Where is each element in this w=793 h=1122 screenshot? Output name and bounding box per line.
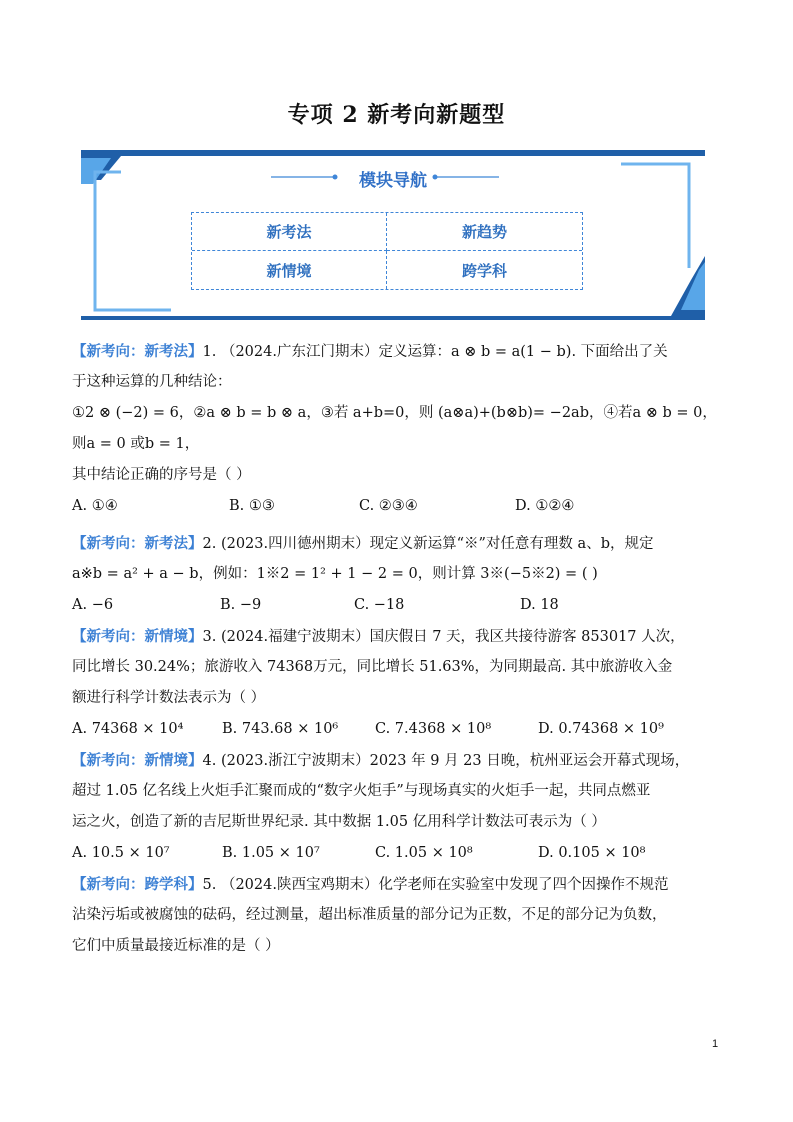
q3-text1: 3. (2024.福建宁波期末）国庆假日 7 天，我区共接待游客 853017 人次， bbox=[202, 629, 685, 645]
q2-line1 bbox=[72, 528, 724, 559]
q3-tag: 【新考向：新情境】 bbox=[72, 628, 203, 645]
q1-option-a[interactable]: A. ①④ bbox=[72, 498, 118, 514]
q4-line1 bbox=[72, 745, 724, 776]
q2-option-b[interactable]: B. −9 bbox=[220, 597, 262, 613]
q1-option-d[interactable]: D. ①②④ bbox=[515, 498, 575, 514]
q1-options bbox=[72, 491, 724, 522]
nav-cell-cross-discipline[interactable]: 跨学科 bbox=[461, 261, 507, 280]
q4-tag: 【新考向：新情境】 bbox=[72, 752, 203, 769]
nav-cell-new-method[interactable]: 新考法 bbox=[192, 213, 387, 251]
q1-line1 bbox=[72, 336, 724, 367]
q1-option-b[interactable]: B. ①③ bbox=[229, 498, 275, 514]
q5-text1: 5. （2024.陕西宝鸡期末）化学老师在实验室中发现了四个因操作不规范 bbox=[202, 877, 669, 893]
q2-tag: 【新考向：新考法】 bbox=[72, 535, 203, 552]
q5-line1 bbox=[72, 869, 724, 900]
nav-cell-new-trend[interactable]: 新趋势 bbox=[387, 213, 582, 251]
nav-heading: 模块导航 bbox=[359, 171, 427, 191]
questions bbox=[72, 336, 724, 962]
q4-line2: 超过 1.05 亿名线上火炬手汇聚而成的“数字火炬手”与现场真实的火炬手一起，共同点燃亚 bbox=[72, 783, 651, 799]
q4-option-c[interactable]: C. 1.05 × 10⁸ bbox=[375, 845, 473, 861]
q3-line3: 额进行科学计数法表示为（ ） bbox=[72, 690, 266, 706]
page-number: 1 bbox=[712, 1038, 719, 1050]
q4-text1: 4. (2023.浙江宁波期末）2023 年 9 月 23 日晚，杭州亚运会开幕式现场， bbox=[202, 753, 690, 769]
q2-option-d[interactable]: D. 18 bbox=[520, 597, 559, 613]
nav-table bbox=[191, 212, 583, 290]
q2-option-c[interactable]: C. −18 bbox=[354, 597, 405, 613]
q1-line2: 于这种运算的几种结论： bbox=[72, 374, 232, 390]
q3-option-c[interactable]: C. 7.4368 × 10⁸ bbox=[375, 721, 492, 737]
q3-line2: 同比增长 30.24%；旅游收入 74368万元，同比增长 51.63%，为同期最高. 其中旅游收入金 bbox=[72, 659, 673, 675]
nav-cell-new-context[interactable]: 新情境 bbox=[192, 251, 387, 289]
q2-line2: a※b = a² + a − b，例如：1※2 = 1² + 1 − 2 = 0，则计算 3※(−5※2) = ( ) bbox=[72, 566, 598, 582]
q1-line3: ①2 ⊗ (−2) = 6，②a ⊗ b = b ⊗ a，③若 a+b=0，则 (a⊗a)+(b⊗b)= −2ab，④若a ⊗ b = 0， bbox=[72, 405, 717, 421]
q2-text1: 2. (2023.四川德州期末）现定义新运算“※”对任意有理数 a、b，规定 bbox=[202, 536, 654, 552]
q4-line3: 运之火，创造了新的吉尼斯世界纪录. 其中数据 1.05 亿用科学计数法可表示为（ ） bbox=[72, 814, 606, 830]
q5-line2: 沾染污垢或被腐蚀的砝码，经过测量，超出标准质量的部分记为正数，不足的部分记为负数， bbox=[72, 907, 667, 923]
q3-options bbox=[72, 714, 724, 745]
q1-line5: 其中结论正确的序号是（ ） bbox=[72, 467, 251, 483]
q4-options bbox=[72, 838, 724, 869]
q3-option-a[interactable]: A. 74368 × 10⁴ bbox=[72, 721, 184, 737]
q1-option-c[interactable]: C. ②③④ bbox=[359, 498, 418, 514]
q3-option-b[interactable]: B. 743.68 × 10⁶ bbox=[222, 721, 339, 737]
q5-tag: 【新考向：跨学科】 bbox=[72, 876, 203, 893]
page-title: 专项 2 新考向新题型 bbox=[287, 102, 506, 128]
q2-options bbox=[72, 590, 724, 621]
q5-line3: 它们中质量最接近标准的是（ ） bbox=[72, 938, 280, 954]
q4-option-a[interactable]: A. 10.5 × 10⁷ bbox=[72, 845, 170, 861]
q1-line4: 则a = 0 或b = 1， bbox=[72, 436, 200, 452]
q2-option-a[interactable]: A. −6 bbox=[72, 597, 114, 613]
q3-line1 bbox=[72, 621, 724, 652]
module-nav-banner bbox=[81, 150, 705, 320]
q4-option-d[interactable]: D. 0.105 × 10⁸ bbox=[538, 845, 646, 861]
q3-option-d[interactable]: D. 0.74368 × 10⁹ bbox=[538, 721, 664, 737]
q1-tag: 【新考向：新考法】 bbox=[72, 343, 203, 360]
q4-option-b[interactable]: B. 1.05 × 10⁷ bbox=[222, 845, 320, 861]
q1-text1: 1. （2024.广东江门期末）定义运算：a ⊗ b = a(1 − b). 下面给出了关 bbox=[202, 344, 668, 360]
